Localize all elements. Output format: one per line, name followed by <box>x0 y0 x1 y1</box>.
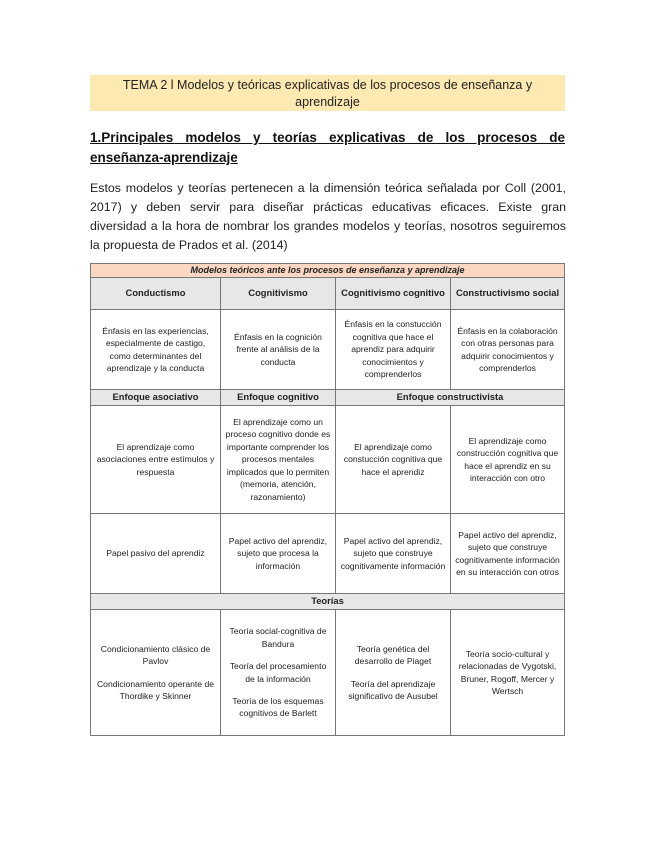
table-cell: Papel activo del aprendiz, sujeto que construye cognitivamente información <box>336 514 451 594</box>
theory-item: Condicionamiento clásico de Pavlov <box>100 643 211 667</box>
table-cell: El aprendizaje como construcción cognitiva que hace el aprendiz en su interacción con otro <box>451 406 565 514</box>
table-cell: Énfasis en la constucción cognitiva que hace el aprendiz para adquirir conocimientos y comprenderlos <box>336 310 451 390</box>
table-caption: Modelos teóricos ante los procesos de enseñanza y aprendizaje <box>91 264 565 278</box>
theory-item: Teoría de los esquemas cognitivos de Barlett <box>232 695 324 719</box>
table-cell: Papel activo del aprendiz, sujeto que construye cognitivamente información en su interacción con otros <box>451 514 565 594</box>
approach-constructivist: Enfoque constructivista <box>336 390 565 406</box>
table-cell: Papel activo del aprendiz, sujeto que procesa la información <box>221 514 336 594</box>
theory-item: Teoría genética del desarrollo de Piaget <box>354 643 432 667</box>
model-header-cognitivismo: Cognitivismo <box>221 278 336 310</box>
approach-cognitive: Enfoque cognitivo <box>221 390 336 406</box>
theories-cell-cognitivismo <box>221 610 336 736</box>
theories-header: Teorías <box>91 594 565 610</box>
table-cell: El aprendizaje como asociaciones entre estímulos y respuesta <box>91 406 221 514</box>
table-cell: Énfasis en la colaboración con otras personas para adquirir conocimientos y comprenderlos <box>451 310 565 390</box>
approach-associative: Enfoque asociativo <box>91 390 221 406</box>
table-cell: Énfasis en las experiencias, especialmente de castigo, como determinantes del aprendizaje y la conducta <box>91 310 221 390</box>
table-cell: El aprendizaje como constucción cognitiva que hace el aprendiz <box>336 406 451 514</box>
theory-item: Condicionamiento operante de Thordike y Skinner <box>96 678 215 701</box>
theory-item: Teoría socio-cultural y relacionadas de Vygotski, Bruner, Rogoff, Mercer y Wertsch <box>458 648 557 696</box>
theories-cell-social <box>451 610 565 736</box>
model-header-constructivismo-social: Constructivismo social <box>451 278 565 310</box>
model-header-conductismo: Conductismo <box>91 278 221 310</box>
models-table <box>90 263 565 736</box>
table-cell: Énfasis en la cognición frente al análisis de la conducta <box>221 310 336 390</box>
table-cell: El aprendizaje como un proceso cognitivo donde es importante comprender los procesos mentales implicados que lo permiten (memoria, atención, razonamiento) <box>221 406 336 514</box>
topic-banner <box>90 75 565 111</box>
banner-line-2: aprendizaje <box>295 95 360 109</box>
banner-line-1: TEMA 2 l Modelos y teóricas explicativas de los procesos de enseñanza y <box>122 78 533 92</box>
theory-item: Teoría social-cognitiva de Bandura <box>229 626 327 649</box>
model-header-cognitivismo-cognitivo: Cognitivismo cognitivo <box>336 278 451 310</box>
theory-item: Teoría del aprendizaje significativo de Ausubel <box>348 678 438 701</box>
theory-item: Teoría del procesamiento de la información <box>229 661 327 684</box>
section-heading: 1.Principales modelos y teorías explicativas de los procesos de enseñanza-aprendizaje <box>90 130 565 165</box>
intro-paragraph: Estos modelos y teorías pertenecen a la dimensión teórica señalada por Coll (2001, 2017) y deben servir para diseñar prácticas educativas eficaces. Existe gran diversidad a la hora de nombrar los grandes modelos y teorías, nosotros seguiremos la propuesta de Prados et al. (2014) <box>90 181 566 252</box>
theories-cell-cognitivo <box>336 610 451 736</box>
theories-cell-conductismo <box>91 610 221 736</box>
table-cell: Papel pasivo del aprendiz <box>91 514 221 594</box>
